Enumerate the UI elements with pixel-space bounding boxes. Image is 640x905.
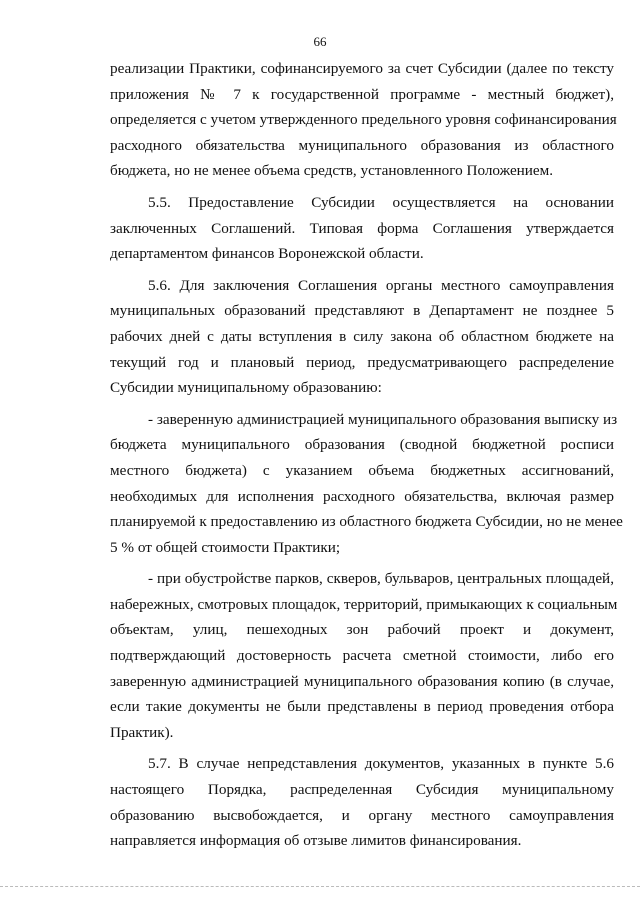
text-line: Практик). xyxy=(110,723,174,741)
text-line: 5.7. В случае непредставления документов, указанных в пункте 5.6 xyxy=(148,755,614,773)
text-line: набережных, смотровых площадок, территорий, примыкающих к социальным xyxy=(110,595,618,613)
scan-edge-divider xyxy=(0,886,640,887)
paragraph-5-6 xyxy=(110,273,614,401)
paragraph-continuation xyxy=(110,56,617,184)
text-line: - заверенную администрацией муниципального образования выписку из xyxy=(148,410,618,428)
text-line: объектам, улиц, пешеходных зон рабочий проект и документ, xyxy=(110,621,614,639)
text-line: настоящего Порядка, распределенная Субсидия муниципальному xyxy=(110,781,614,799)
text-line: Субсидии муниципальному образованию: xyxy=(110,379,382,397)
text-line: рабочих дней с даты вступления в силу закона об областном бюджете на xyxy=(110,327,614,345)
text-line: местного бюджета) с указанием объема бюджетных ассигнований, xyxy=(110,461,614,479)
text-line: - при обустройстве парков, скверов, бульваров, центральных площадей, xyxy=(148,570,614,588)
document-body xyxy=(110,56,623,854)
text-line: 5.6. Для заключения Соглашения органы местного самоуправления xyxy=(148,276,614,294)
text-line: бюджета муниципального образования (сводной бюджетной росписи xyxy=(110,436,614,454)
page-number: 66 xyxy=(313,34,327,49)
text-line: департаментом финансов Воронежской области. xyxy=(110,245,424,263)
text-line: определяется с учетом утвержденного предельного уровня софинансирования xyxy=(110,111,617,129)
text-line: направляется информация об отзыве лимитов финансирования. xyxy=(110,832,522,850)
list-item-parks-project xyxy=(110,566,618,745)
text-line: необходимых для исполнения расходного обязательства, включая размер xyxy=(110,487,614,505)
text-line: бюджета, но не менее объема средств, установленного Положением. xyxy=(110,162,554,180)
text-line: 5.5. Предоставление Субсидии осуществляется на основании xyxy=(148,193,614,211)
text-line: текущий год и плановый период, предусматривающего распределение xyxy=(110,353,614,371)
text-line: образованию высвобождается, и органу местного самоуправления xyxy=(110,806,614,824)
text-line: муниципальных образований представляют в Департамент не позднее 5 xyxy=(110,302,614,320)
text-line: 5 % от общей стоимости Практики; xyxy=(110,538,341,556)
text-line: заключенных Соглашений. Типовая форма Соглашения утверждается xyxy=(110,219,614,237)
text-line: приложения № 7 к государственной программе - местный бюджет), xyxy=(110,85,614,103)
text-line: расходного обязательства муниципального образования из областного xyxy=(110,136,614,154)
paragraph-5-5 xyxy=(110,190,614,267)
text-line: планируемой к предоставлению из областного бюджета Субсидии, но не менее xyxy=(110,513,623,531)
list-item-budget-extract xyxy=(110,407,623,561)
text-line: заверенную администрацией муниципального образования копию (в случае, xyxy=(110,672,614,690)
text-line: если такие документы не были представлены в период проведения отбора xyxy=(110,698,614,716)
text-line: реализации Практики, софинансируемого за счет Субсидии (далее по тексту xyxy=(110,60,614,77)
paragraph-5-7 xyxy=(110,751,614,853)
text-line: подтверждающий достоверность расчета сметной стоимости, либо его xyxy=(110,647,614,665)
